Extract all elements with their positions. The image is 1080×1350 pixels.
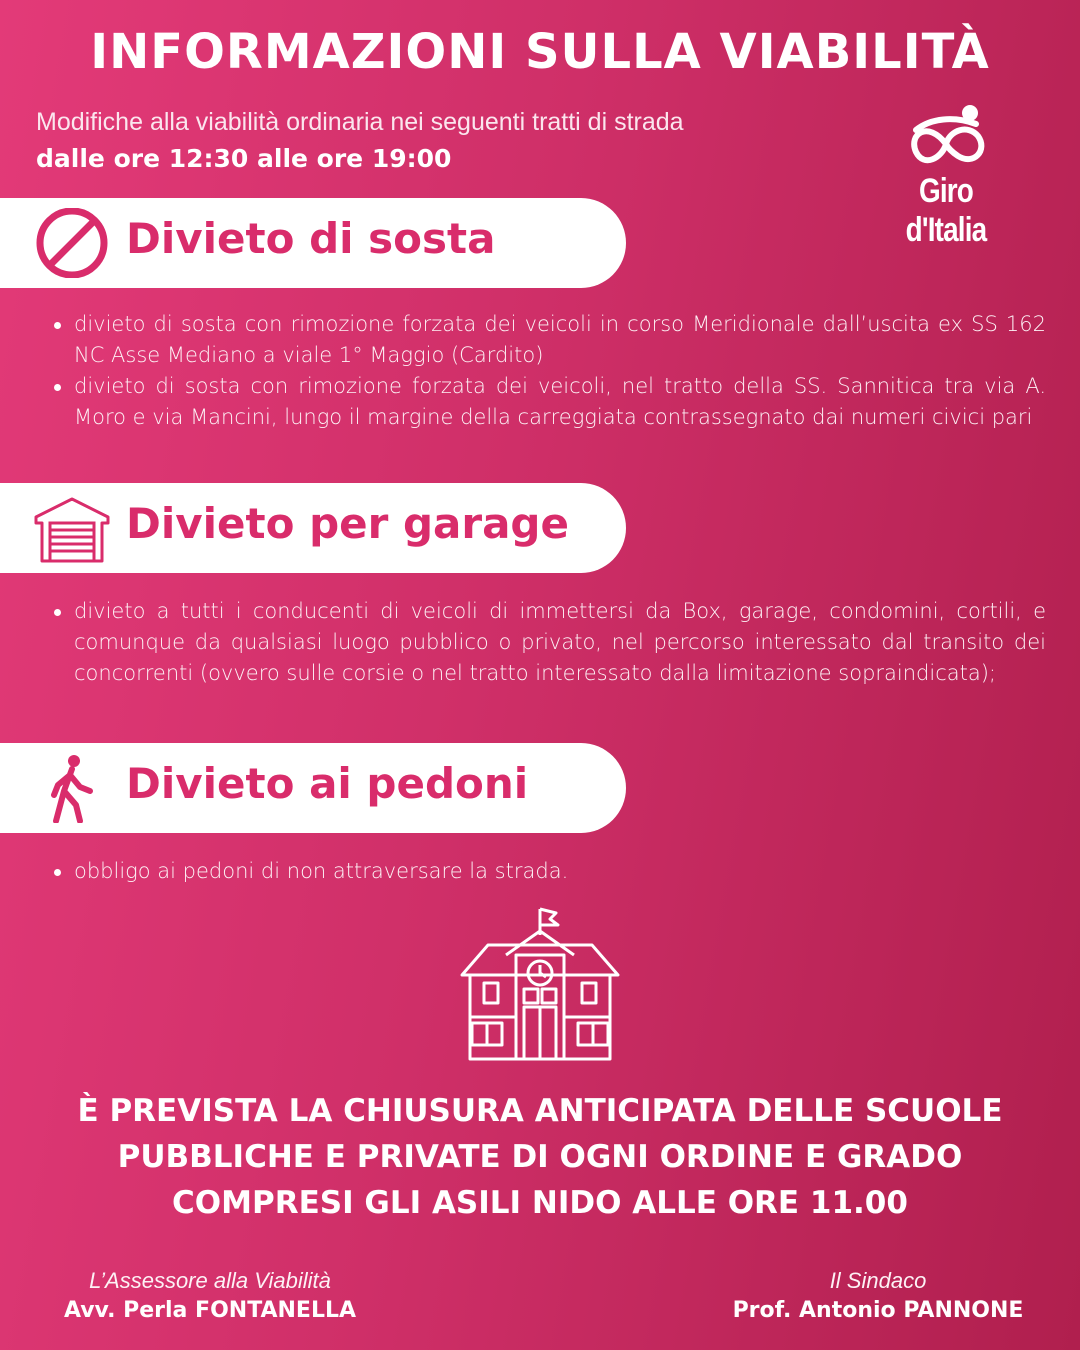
garage-icon — [32, 493, 112, 563]
subtitle: Modifiche alla viabilità ordinaria nei seguenti tratti di strada — [36, 108, 684, 136]
giro-logo — [876, 100, 1016, 249]
list-item: divieto di sosta con rimozione forzata dei veicoli, nel tratto della SS. Sannitica tra via A. Moro e via Mancini, lungo il margine della carreggiata contrassegnato dai numeri civici pari — [52, 371, 1046, 433]
school-closure-notice — [0, 1088, 1080, 1226]
section-bullets — [52, 596, 1046, 689]
signature-left — [40, 1268, 380, 1323]
list-item: obbligo ai pedoni di non attraversare la strada. — [52, 856, 1046, 887]
notice-line: COMPRESI GLI ASILI NIDO ALLE ORE 11.00 — [172, 1185, 908, 1221]
school-icon — [458, 905, 622, 1063]
no-parking-icon — [32, 208, 112, 278]
section-banner-no-parking — [0, 198, 626, 288]
signature-name: Avv. Perla FONTANELLA — [63, 1298, 357, 1323]
signature-role: L’Assessore alla Viabilità — [89, 1268, 331, 1293]
section-title: Divieto ai pedoni — [126, 759, 529, 808]
notice-line: PUBBLICHE E PRIVATE DI OGNI ORDINE E GRADO — [117, 1139, 963, 1175]
signature-role: Il Sindaco — [829, 1268, 927, 1293]
section-title: Divieto di sosta — [126, 214, 496, 263]
notice-line: È PREVISTA LA CHIUSURA ANTICIPATA DELLE SCUOLE — [77, 1093, 1003, 1129]
time-range: dalle ore 12:30 alle ore 19:00 — [36, 144, 452, 173]
section-bullets — [52, 309, 1046, 433]
signature-name: Prof. Antonio PANNONE — [732, 1298, 1024, 1323]
cyclist-icon — [876, 100, 1016, 170]
section-banner-pedestrian — [0, 743, 626, 833]
page-title: INFORMAZIONI SULLA VIABILITÀ — [90, 24, 990, 80]
section-bullets — [52, 856, 1046, 887]
signature-right — [700, 1268, 1056, 1323]
pedestrian-icon — [32, 753, 112, 823]
section-banner-garage — [0, 483, 626, 573]
list-item: divieto a tutti i conducenti di veicoli di immettersi da Box, garage, condomini, cortili, e comunque da qualsiasi luogo pubblico o privato, nel percorso interessato dal transito dei concorrenti (ovvero sulle corsie o nel tratto interessato dalla limitazione sopraindicata); — [52, 596, 1046, 689]
list-item: divieto di sosta con rimozione forzata dei veicoli in corso Meridionale dall’uscita ex SS 162 NC Asse Mediano a viale 1° Maggio (Cardito) — [52, 309, 1046, 371]
logo-text: Giro d'Italia — [905, 172, 987, 249]
section-title: Divieto per garage — [126, 499, 569, 548]
